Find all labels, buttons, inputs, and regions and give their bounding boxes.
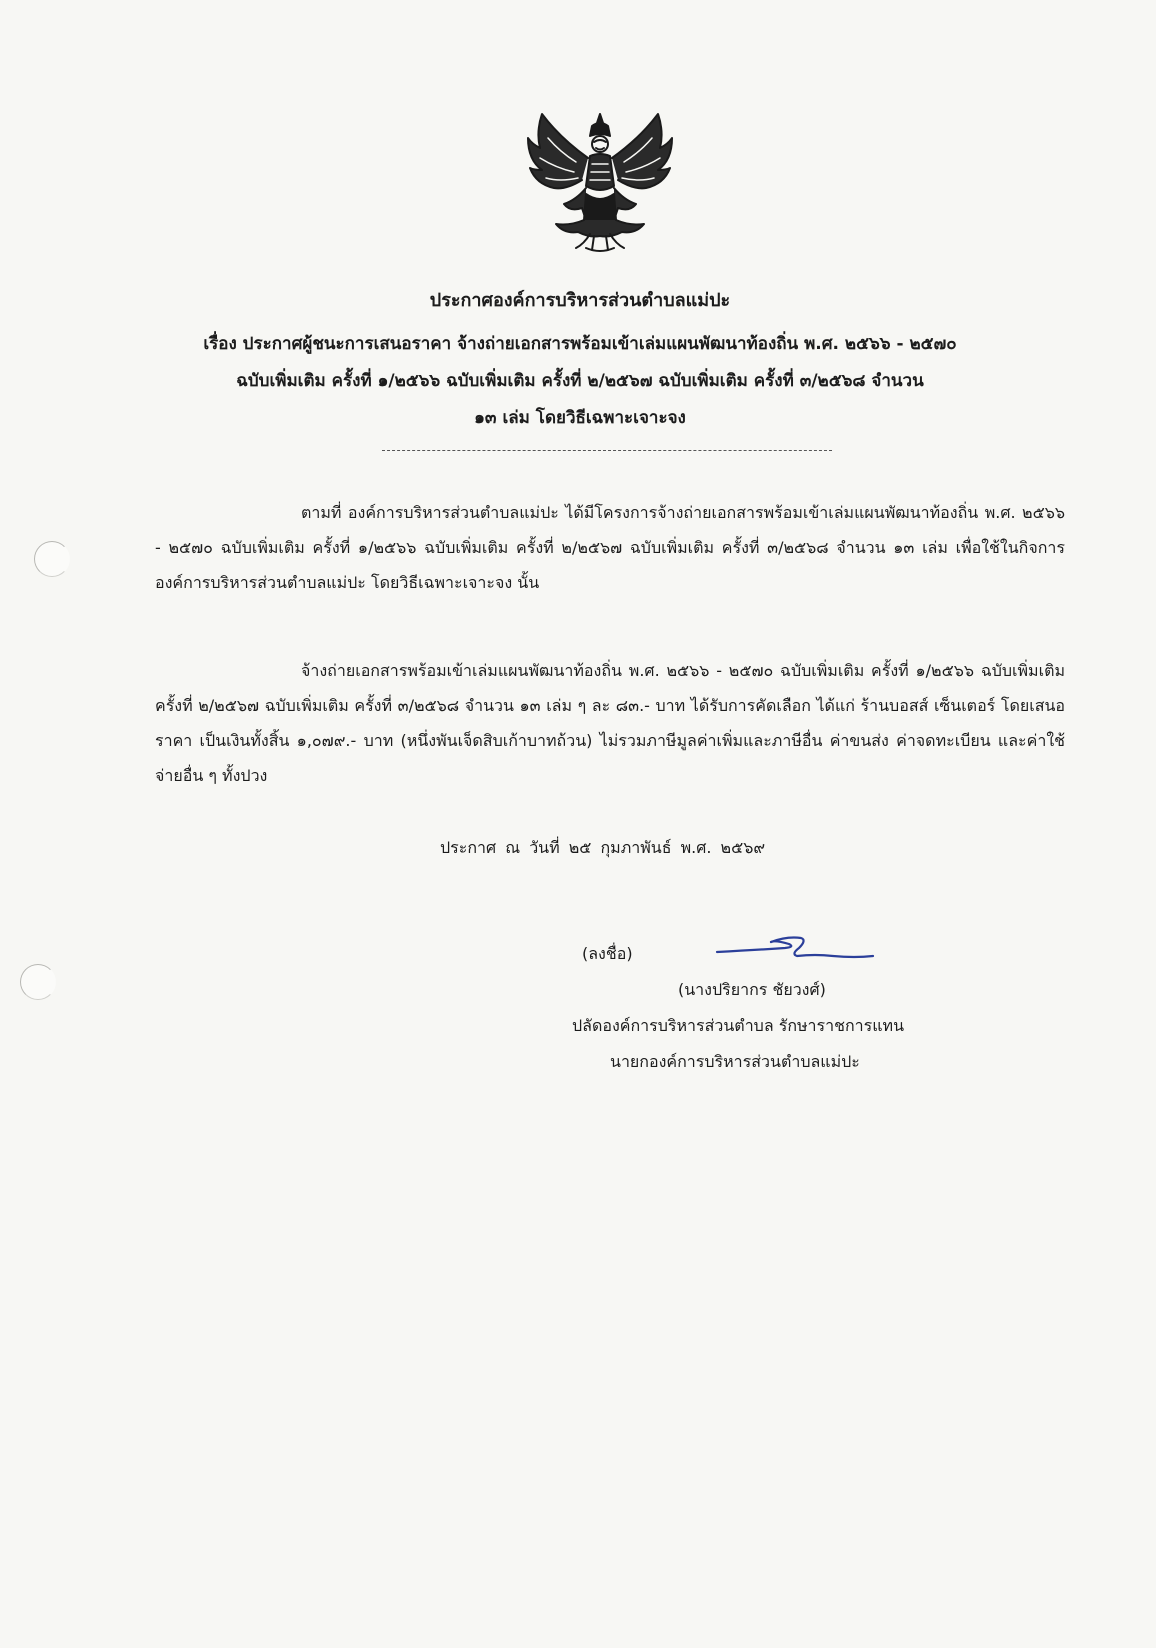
handwritten-signature-icon — [715, 928, 875, 968]
dashed-divider — [382, 450, 832, 451]
body-paragraph-2: จ้างถ่ายเอกสารพร้อมเข้าเล่มแผนพัฒนาท้องถิ่น พ.ศ. ๒๕๖๖ - ๒๕๗๐ ฉบับเพิ่มเติม ครั้งที่ ๑/๒๕๖๖ ฉบับเพิ่มเติม ครั้งที่ ๒/๒๕๖๗ ฉบับเพิ่มเติม ครั้งที่ ๓/๒๕๖๘ จำนวน ๑๓ เล่ม ๆ ละ ๘๓.- บาท ได้รับการคัดเลือก ได้แก่ ร้านบอสส์ เซ็นเตอร์ โดยเสนอราคา เป็นเงินทั้งสิ้น ๑,๐๗๙.- บาท (หนึ่งพันเจ็ดสิบเก้าบาทถ้วน) ไม่รวมภาษีมูลค่าเพิ่มและภาษีอื่น ค่าขนส่ง ค่าจดทะเบียน และค่าใช้จ่ายอื่น ๆ ทั้งปวง — [155, 661, 1065, 785]
signatory-name: (นางปริยากร ชัยวงศ์) — [678, 980, 826, 999]
subject-line-1: เรื่อง ประกาศผู้ชนะการเสนอราคา จ้างถ่ายเอกสารพร้อมเข้าเล่มแผนพัฒนาท้องถิ่น พ.ศ. ๒๕๖๖ - ๒๕๗๐ — [203, 334, 957, 354]
garuda-emblem-icon — [520, 108, 680, 258]
sign-label: (ลงชื่อ) — [582, 944, 633, 963]
signatory-position-1: ปลัดองค์การบริหารส่วนตำบล รักษาราชการแทน — [572, 1016, 905, 1035]
announcement-title: ประกาศองค์การบริหารส่วนตำบลแม่ปะ — [429, 290, 731, 311]
body-paragraph-1: ตามที่ องค์การบริหารส่วนตำบลแม่ปะ ได้มีโครงการจ้างถ่ายเอกสารพร้อมเข้าเล่มแผนพัฒนาท้องถิ่น พ.ศ. ๒๕๖๖ - ๒๕๗๐ ฉบับเพิ่มเติม ครั้งที่ ๑/๒๕๖๖ ฉบับเพิ่มเติม ครั้งที่ ๒/๒๕๖๗ ฉบับเพิ่มเติม ครั้งที่ ๓/๒๕๖๘ จำนวน ๑๓ เล่ม เพื่อใช้ในกิจการองค์การบริหารส่วนตำบลแม่ปะ โดยวิธีเฉพาะเจาะจง นั้น — [155, 503, 1065, 592]
subject-line-2: ฉบับเพิ่มเติม ครั้งที่ ๑/๒๕๖๖ ฉบับเพิ่มเติม ครั้งที่ ๒/๒๕๖๗ ฉบับเพิ่มเติม ครั้งที่ ๓/๒๕๖๘ จำนวน — [236, 371, 924, 391]
subject-line-3: ๑๓ เล่ม โดยวิธีเฉพาะเจาะจง — [474, 408, 686, 428]
signatory-position-2: นายกองค์การบริหารส่วนตำบลแม่ปะ — [610, 1052, 860, 1071]
announcement-date: ประกาศ ณ วันที่ ๒๕ กุมภาพันธ์ พ.ศ. ๒๕๖๙ — [440, 838, 766, 857]
punch-hole-lower — [20, 964, 56, 1000]
punch-hole-upper — [34, 541, 70, 577]
